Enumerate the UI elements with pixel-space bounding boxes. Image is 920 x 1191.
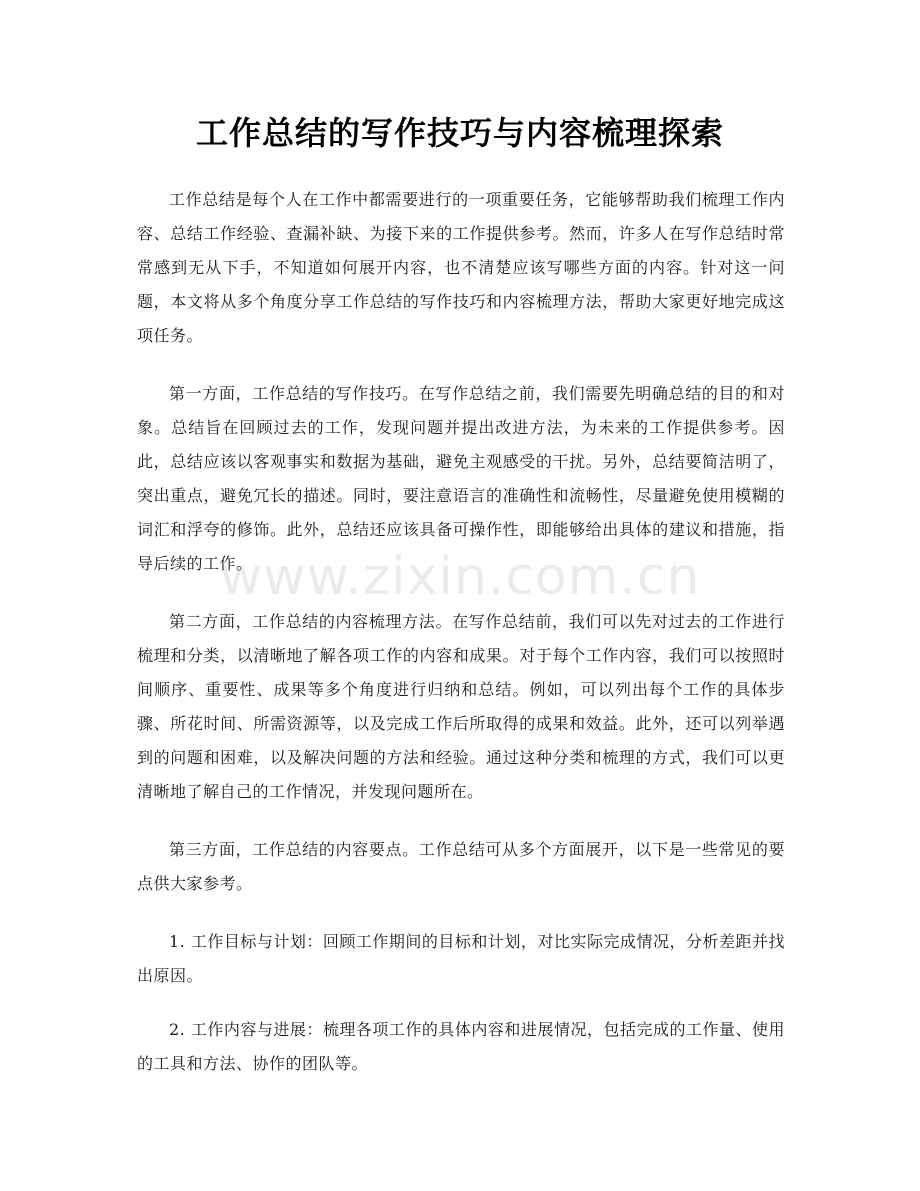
section-2-paragraph: 第二方面，工作总结的内容梳理方法。在写作总结前，我们可以先对过去的工作进行梳理和分类，以清晰地了解各项工作的内容和成果。对于每个工作内容，我们可以按照时间顺序、重要性、成果等多个角度进行归纳和总结。例如，可以列出每个工作的具体步骤、所花时间、所需资源等，以及完成工作后所取得的成果和效益。此外，还可以列举遇到的问题和困难，以及解决问题的方法和经验。通过这种分类和梳理的方式，我们可以更清晰地了解自己的工作情况，并发现问题所在。 bbox=[137, 612, 785, 801]
document-body bbox=[137, 183, 785, 1101]
list-item-2: 2. 工作内容与进展：梳理各项工作的具体内容和进展情况，包括完成的工作量、使用的工具和方法、协作的团队等。 bbox=[137, 1020, 785, 1073]
list-item-1: 1. 工作目标与计划：回顾工作期间的目标和计划，对比实际完成情况，分析差距并找出原因。 bbox=[137, 932, 785, 985]
intro-paragraph: 工作总结是每个人在工作中都需要进行的一项重要任务，它能够帮助我们梳理工作内容、总结工作经验、查漏补缺、为接下来的工作提供参考。然而，许多人在写作总结时常常感到无从下手，不知道如何展开内容，也不清楚应该写哪些方面的内容。针对这一问题，本文将从多个角度分享工作总结的写作技巧和内容梳理方法，帮助大家更好地完成这项任务。 bbox=[137, 190, 785, 345]
section-1-paragraph: 第一方面，工作总结的写作技巧。在写作总结之前，我们需要先明确总结的目的和对象。总结旨在回顾过去的工作，发现问题并提出改进方法，为未来的工作提供参考。因此，总结应该以客观事实和数据为基础，避免主观感受的干扰。另外，总结要简洁明了，突出重点，避免冗长的描述。同时，要注意语言的准确性和流畅性，尽量避免使用模糊的词汇和浮夸的修饰。此外，总结还应该具备可操作性，即能够给出具体的建议和措施，指导后续的工作。 bbox=[137, 384, 785, 573]
watermark-text: www.zixin.com.cn bbox=[219, 547, 701, 607]
section-3-paragraph: 第三方面，工作总结的内容要点。工作总结可从多个方面展开，以下是一些常见的要点供大家参考。 bbox=[137, 840, 785, 893]
document-title: 工作总结的写作技巧与内容梳理探索 bbox=[195, 114, 724, 152]
